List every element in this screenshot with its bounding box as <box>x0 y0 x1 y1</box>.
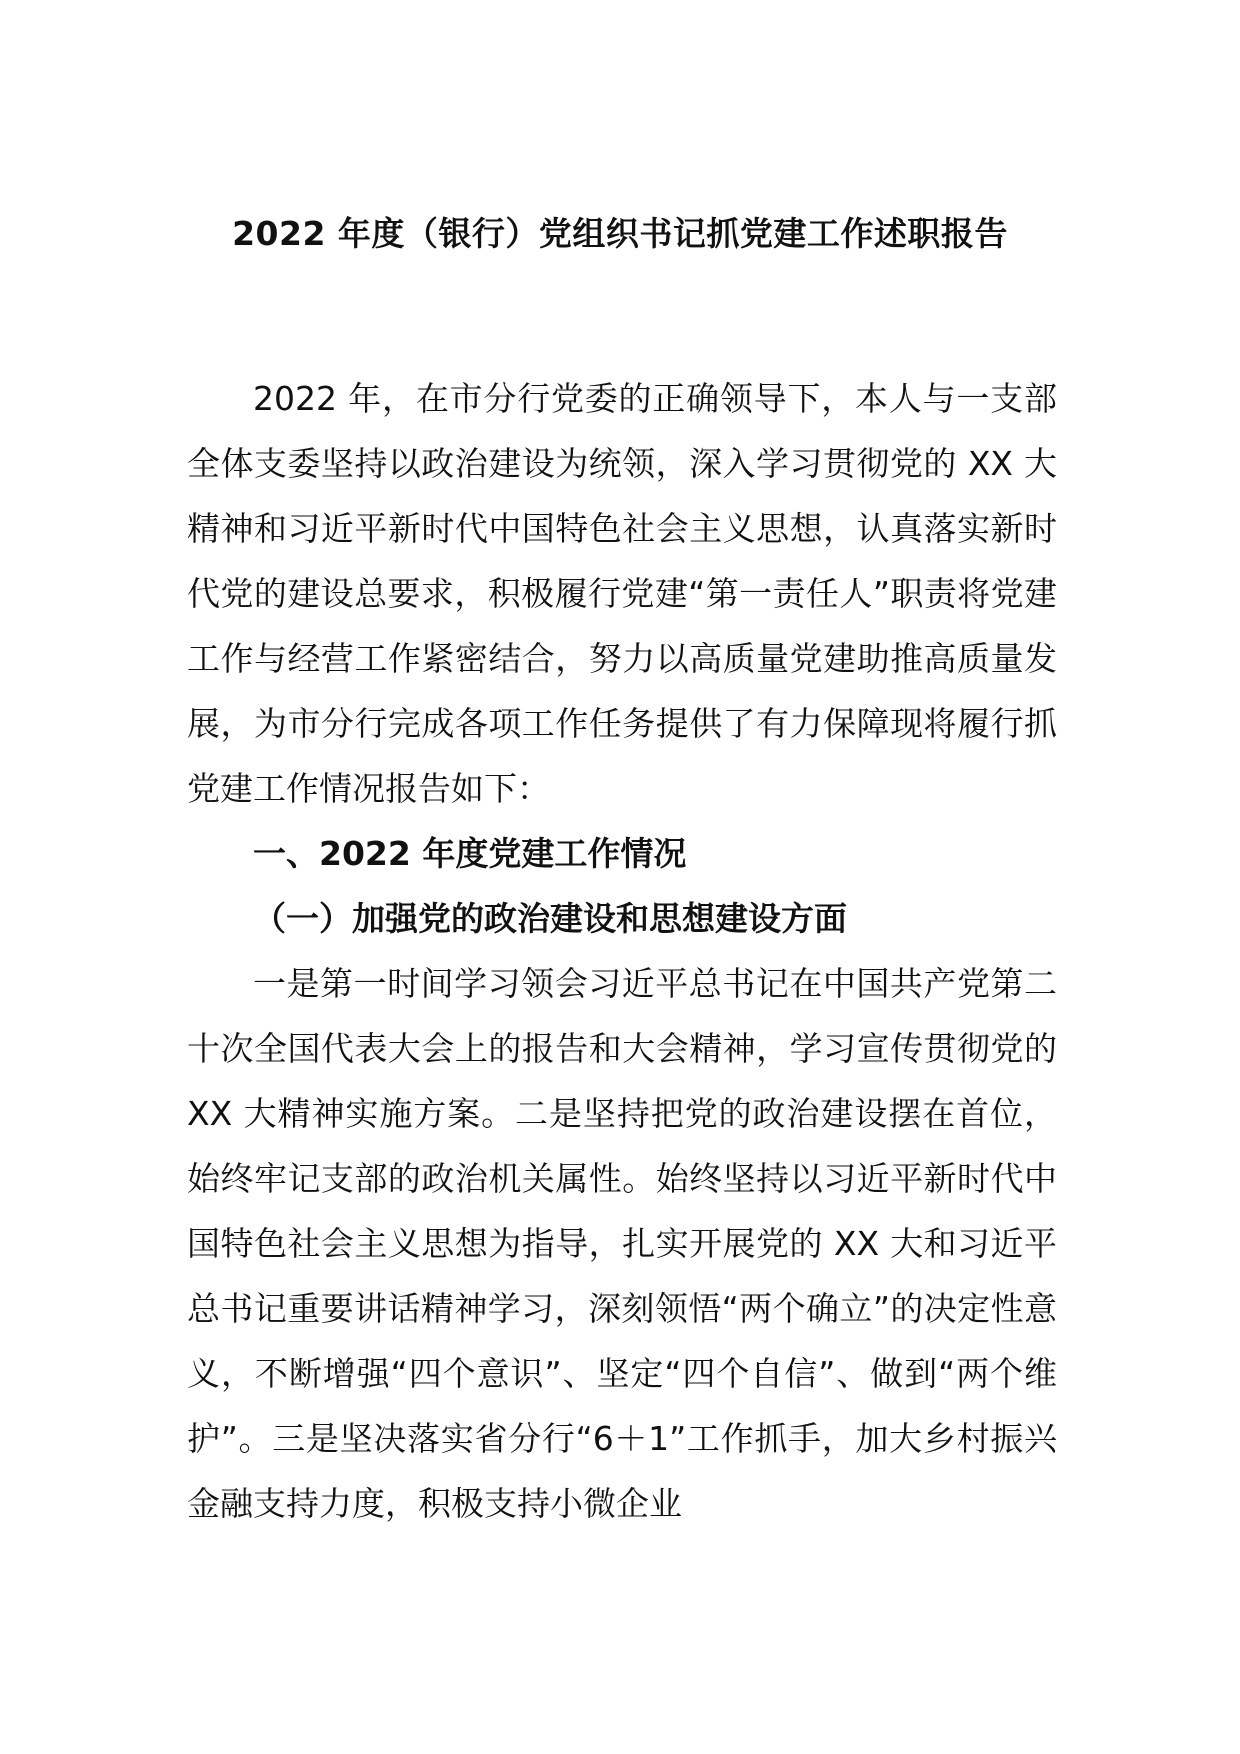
section-heading-1: 一、2022 年度党建工作情况 <box>253 834 687 873</box>
intro-paragraph: 2022 年，在市分行党委的正确领导下，本人与一支部全体支委坚持以政治建设为统领，深入学习贯彻党的 XX 大精神和习近平新时代中国特色社会主义思想，认真落实新时代党的建设总要求，积极履行党建“第一责任人”职责将党建工作与经营工作紧密结合，努力以高质量党建助推高质量发展，为市分行完成各项工作任务提供了有力保障现将履行抓党建工作情况报告如下： <box>187 379 1057 808</box>
document-body <box>187 366 1057 1536</box>
document-title: 2022 年度（银行）党组织书记抓党建工作述职报告 <box>232 214 1008 253</box>
subsection-paragraph-1: 一是第一时间学习领会习近平总书记在中国共产党第二十次全国代表大会上的报告和大会精神，学习宣传贯彻党的 XX 大精神实施方案。二是坚持把党的政治建设摆在首位，始终牢记支部的政治机关属性。始终坚持以习近平新时代中国特色社会主义思想为指导，扎实开展党的 XX 大和习近平总书记重要讲话精神学习，深刻领悟“两个确立”的决定性意义，不断增强“四个意识”、坚定“四个自信”、做到“两个维护”。三是坚决落实省分行“6＋1”工作抓手，加大乡村振兴金融支持力度，积极支持小微企业 <box>187 964 1057 1523</box>
subsection-heading-1: （一）加强党的政治建设和思想建设方面 <box>253 899 847 938</box>
